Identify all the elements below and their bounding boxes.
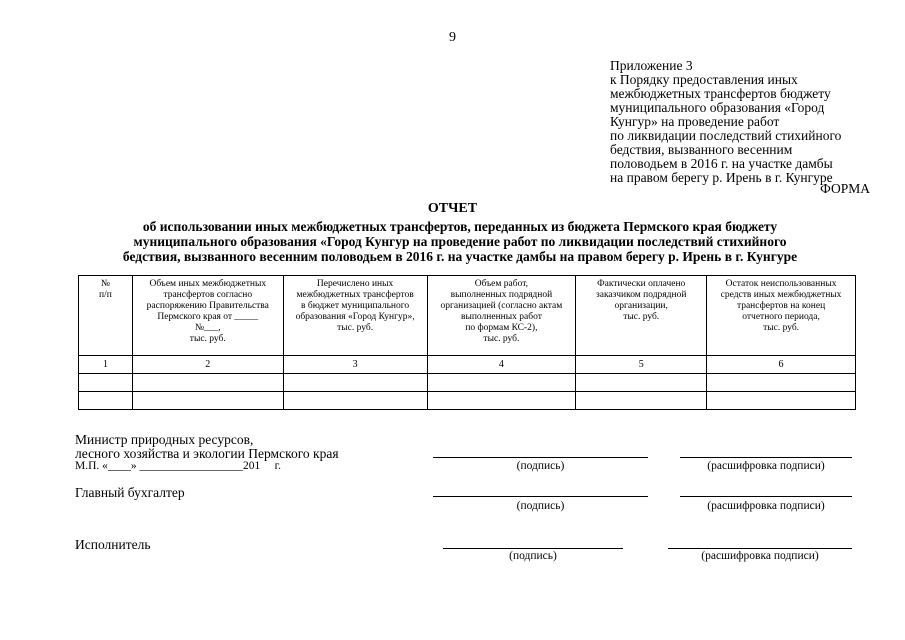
table-cell[interactable] bbox=[707, 374, 856, 392]
stamp-date-line: М.П. «____» __________________201 г. bbox=[75, 460, 281, 472]
appendix-line: муниципального образования «Город bbox=[610, 100, 825, 115]
header-col-5: Фактически оплачено заказчиком подрядной организации, тыс. руб. bbox=[576, 276, 707, 356]
table-cell[interactable] bbox=[79, 374, 133, 392]
header-col-1: № п/п bbox=[79, 276, 133, 356]
table-cell[interactable] bbox=[707, 392, 856, 410]
table-header-row bbox=[79, 276, 856, 356]
column-number: 2 bbox=[132, 356, 283, 374]
forma-label: ФОРМА bbox=[820, 181, 870, 196]
signature-caption: (подпись) bbox=[516, 460, 565, 472]
header-col-4: Объем работ, выполненных подрядной организацией (согласно актам выполненных работ по формам КС-2), тыс. руб. bbox=[427, 276, 576, 356]
appendix-line: по ликвидации последствий стихийного bbox=[610, 128, 842, 143]
appendix-line: бедствия, вызванного весенним bbox=[610, 142, 793, 157]
signature-line[interactable] bbox=[433, 457, 648, 458]
chief-accountant-label: Главный бухгалтер bbox=[75, 485, 185, 500]
table-cell[interactable] bbox=[427, 374, 576, 392]
table-row bbox=[79, 374, 856, 392]
column-number: 4 bbox=[427, 356, 576, 374]
column-number: 3 bbox=[283, 356, 427, 374]
decoding-line[interactable] bbox=[668, 548, 852, 549]
appendix-line: Приложение 3 bbox=[610, 58, 693, 73]
signature-line[interactable] bbox=[443, 548, 623, 549]
table-cell[interactable] bbox=[132, 392, 283, 410]
appendix-line: Кунгур» на проведение работ bbox=[610, 114, 780, 129]
header-col-6: Остаток неиспользованных средств иных межбюджетных трансфертов на конец отчетного периода, тыс. руб. bbox=[707, 276, 856, 356]
minister-line: Министр природных ресурсов, bbox=[75, 432, 254, 447]
minister-title bbox=[75, 433, 339, 461]
minister-line: лесного хозяйства и экологии Пермского края bbox=[75, 446, 339, 461]
decoding-line[interactable] bbox=[680, 496, 852, 497]
subtitle-line: бедствия, вызванного весенним половодьем в 2016 г. на участке дамбы на правом берегу р. Ирень в г. Кунгуре bbox=[122, 249, 798, 264]
table-cell[interactable] bbox=[283, 392, 427, 410]
report-subtitle bbox=[60, 219, 860, 264]
decoding-caption: (расшифровка подписи) bbox=[707, 500, 825, 512]
subtitle-line: об использовании иных межбюджетных трансфертов, переданных из бюджета Пермского края бюджету bbox=[142, 219, 778, 234]
report-table bbox=[78, 275, 856, 410]
column-number: 5 bbox=[576, 356, 707, 374]
signature-caption: (подпись) bbox=[516, 500, 565, 512]
table-cell[interactable] bbox=[576, 374, 707, 392]
header-col-3: Перечислено иных межбюджетных трансфертов в бюджет муниципального образования «Город Кунгур», тыс. руб. bbox=[283, 276, 427, 356]
appendix-note bbox=[610, 59, 875, 185]
table-cell[interactable] bbox=[132, 374, 283, 392]
subtitle-line: муниципального образования «Город Кунгур на проведение работ по ликвидации последствий стихийного bbox=[133, 234, 787, 249]
decoding-caption: (расшифровка подписи) bbox=[701, 550, 819, 562]
report-title: ОТЧЕТ bbox=[427, 201, 478, 216]
appendix-line: к Порядку предоставления иных bbox=[610, 72, 798, 87]
column-number: 6 bbox=[707, 356, 856, 374]
appendix-line: межбюджетных трансфертов бюджету bbox=[610, 86, 831, 101]
table-row bbox=[79, 392, 856, 410]
decoding-line[interactable] bbox=[680, 457, 852, 458]
table-cell[interactable] bbox=[427, 392, 576, 410]
table-cell[interactable] bbox=[283, 374, 427, 392]
signature-caption: (подпись) bbox=[509, 550, 557, 562]
signature-line[interactable] bbox=[433, 496, 648, 497]
appendix-line: половодьем в 2016 г. на участке дамбы bbox=[610, 156, 833, 171]
appendix-line: на правом берегу р. Ирень в г. Кунгуре bbox=[610, 170, 833, 185]
page-number: 9 bbox=[449, 30, 456, 45]
table-cell[interactable] bbox=[576, 392, 707, 410]
table-cell[interactable] bbox=[79, 392, 133, 410]
executor-label: Исполнитель bbox=[75, 537, 151, 552]
column-number-row bbox=[79, 356, 856, 374]
column-number: 1 bbox=[79, 356, 133, 374]
decoding-caption: (расшифровка подписи) bbox=[707, 460, 825, 472]
header-col-2: Объем иных межбюджетных трансфертов согласно распоряжению Правительства Пермского края от _____ №___, тыс. руб. bbox=[132, 276, 283, 356]
